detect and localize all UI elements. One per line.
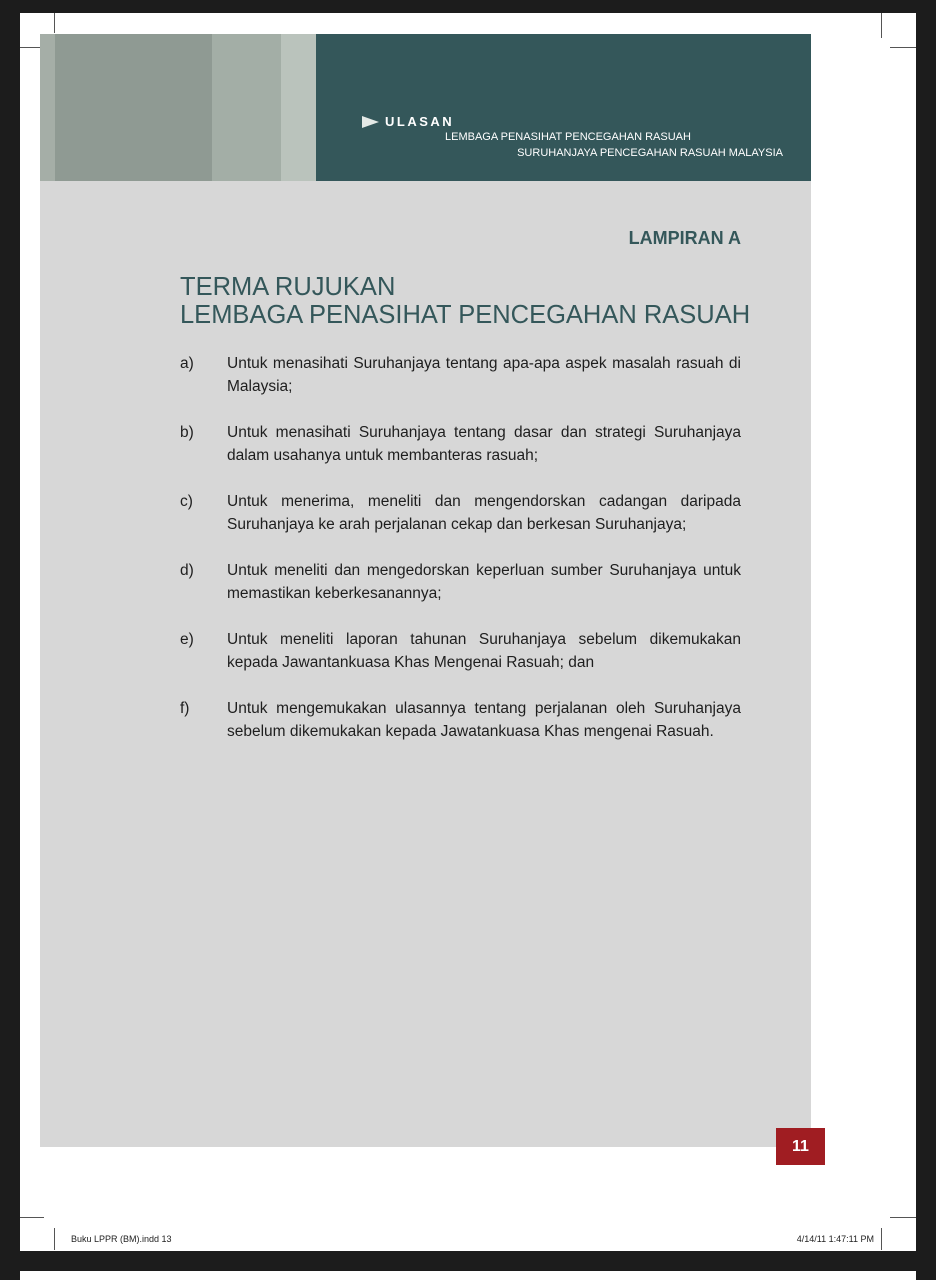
next-page-sheet xyxy=(20,1271,916,1280)
item-text: Untuk menasihati Suruhanjaya tentang apa-apa aspek masalah rasuah di Malaysia; xyxy=(227,355,741,395)
item-letter: f) xyxy=(180,700,190,717)
item-text: Untuk menasihati Suruhanjaya tentang dasar dan strategi Suruhanjaya dalam usahanya untuk membanteras rasuah; xyxy=(227,424,741,464)
crop-mark xyxy=(20,1217,44,1218)
list-item xyxy=(180,352,741,421)
item-letter: b) xyxy=(180,424,194,441)
section-label-text: ULASAN xyxy=(385,114,455,129)
list-item xyxy=(180,490,741,559)
header-stripe xyxy=(40,34,55,181)
appendix-label: LAMPIRAN A xyxy=(628,228,741,248)
list-item xyxy=(180,559,741,628)
slug-file-info: Buku LPPR (BM).indd 13 xyxy=(71,1234,172,1244)
page-title xyxy=(180,273,750,329)
item-text: Untuk mengemukakan ulasannya tentang perjalanan oleh Suruhanjaya sebelum dikemukakan kepada Jawatankuasa Khas mengenai Rasuah. xyxy=(227,700,741,740)
page-number: 11 xyxy=(776,1128,825,1165)
crop-mark xyxy=(54,1228,55,1250)
title-line-1: TERMA RUJUKAN xyxy=(180,273,396,301)
header-stripe xyxy=(212,34,281,181)
item-text: Untuk menerima, meneliti dan mengendorskan cadangan daripada Suruhanjaya ke arah perjalanan cekap dan berkesan Suruhanjaya; xyxy=(227,493,741,533)
item-text: Untuk meneliti laporan tahunan Suruhanjaya sebelum dikemukakan kepada Jawantankuasa Khas Mengenai Rasuah; dan xyxy=(227,631,741,671)
list-item xyxy=(180,697,741,766)
crop-mark xyxy=(881,1228,882,1250)
item-letter: e) xyxy=(180,631,194,648)
list-item xyxy=(180,421,741,490)
crop-mark xyxy=(20,47,40,48)
item-letter: a) xyxy=(180,355,194,372)
crop-mark xyxy=(890,1217,916,1218)
header-stripe xyxy=(281,34,316,181)
item-letter: c) xyxy=(180,493,193,510)
list-item xyxy=(180,628,741,697)
section-label xyxy=(362,114,454,129)
slug-timestamp: 4/14/11 1:47:11 PM xyxy=(796,1234,874,1244)
crop-mark xyxy=(881,13,882,38)
header-subtitle-1: LEMBAGA PENASIHAT PENCEGAHAN RASUAH xyxy=(445,131,691,143)
crop-mark xyxy=(54,13,55,33)
terms-list xyxy=(180,352,741,766)
title-line-2: LEMBAGA PENASIHAT PENCEGAHAN RASUAH xyxy=(180,301,751,329)
item-letter: d) xyxy=(180,562,194,579)
crop-mark xyxy=(890,47,916,48)
header-stripe xyxy=(55,34,212,181)
item-text: Untuk meneliti dan mengedorskan keperluan sumber Suruhanjaya untuk memastikan keberkesanannya; xyxy=(227,562,741,602)
header-subtitle-2: SURUHANJAYA PENCEGAHAN RASUAH MALAYSIA xyxy=(517,147,783,159)
triangle-arrow-icon xyxy=(362,116,379,128)
